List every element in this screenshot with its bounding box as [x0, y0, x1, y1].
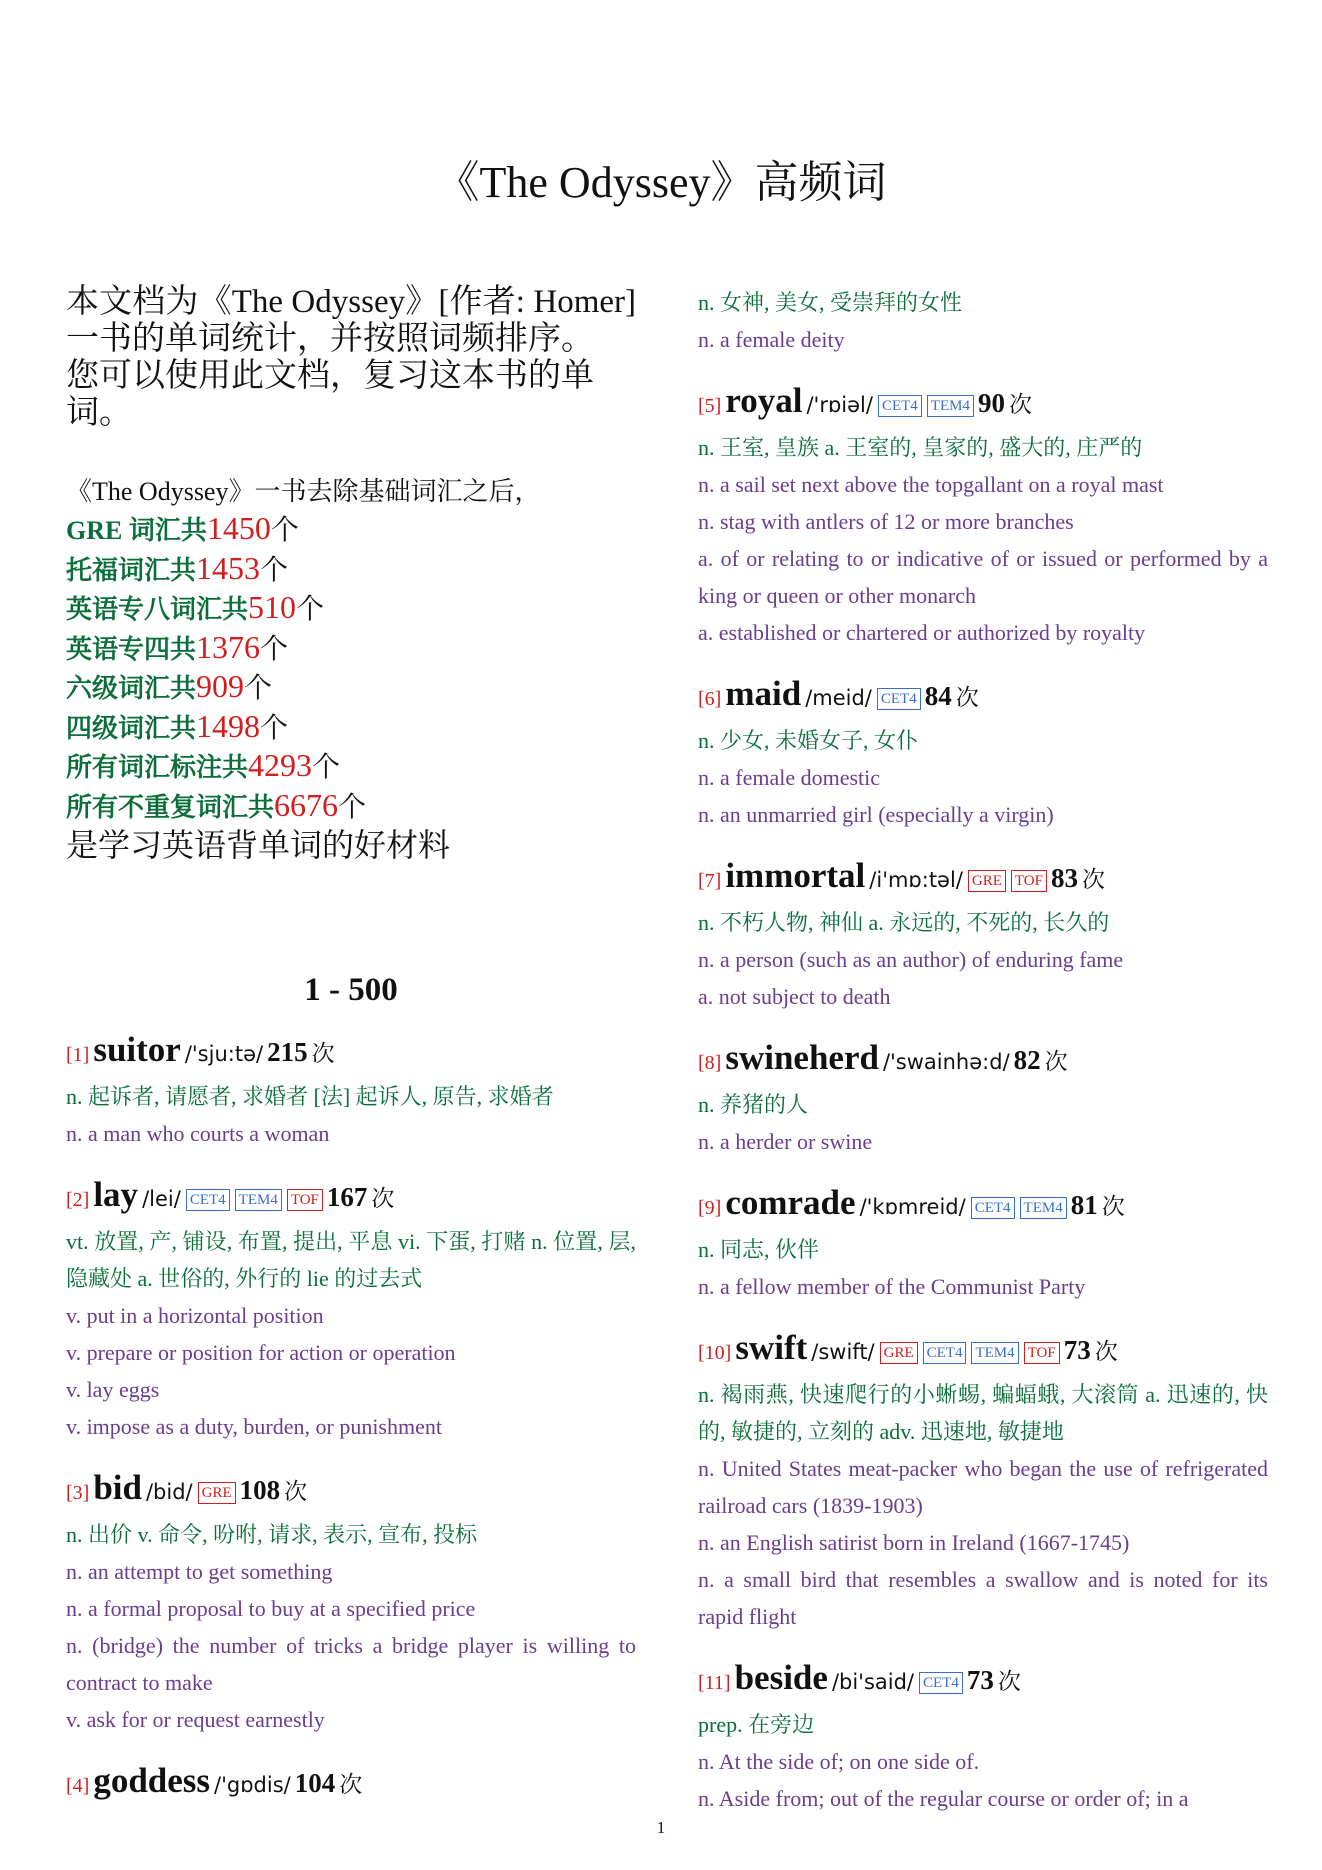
definition-chinese: n. 少女, 未婚女子, 女仆 — [698, 728, 919, 753]
definition-english: n. a herder or swine — [698, 1129, 873, 1154]
entry-phonetic: /bid/ — [145, 1480, 193, 1504]
entry-frequency: 82 — [1013, 1045, 1041, 1075]
word-entry — [698, 1182, 1268, 1305]
entry-phonetic: /'swainhə:d/ — [882, 1050, 1010, 1074]
stat-count: 1498 — [196, 707, 261, 744]
entry-head — [66, 1174, 636, 1223]
entry-word: immortal — [725, 856, 866, 895]
entry-frequency-unit: 次 — [997, 1669, 1021, 1694]
entry-frequency: 167 — [326, 1182, 368, 1212]
entry-index: [3] — [66, 1482, 90, 1504]
entry-frequency-unit: 次 — [311, 1041, 335, 1066]
entry-phonetic: /'gɒdis/ — [214, 1773, 291, 1797]
stat-label: GRE 词汇共 — [66, 516, 207, 545]
definition-chinese: n. 同志, 伙伴 — [698, 1237, 820, 1262]
exam-tag: GRE — [880, 1342, 918, 1364]
entry-phonetic: /lei/ — [142, 1187, 181, 1211]
stat-unit: 个 — [270, 515, 299, 546]
stats-list — [66, 510, 636, 826]
intro — [66, 284, 636, 432]
entry-index: [4] — [66, 1775, 90, 1797]
stat-label: 托福词汇共 — [66, 555, 197, 585]
entry-word: goddess — [93, 1761, 211, 1800]
stat-label: 四级词汇共 — [66, 713, 197, 743]
word-entry — [66, 1467, 636, 1738]
entry-index: [6] — [698, 688, 722, 710]
stat-unit: 个 — [260, 554, 289, 586]
entry-word: swineherd — [725, 1038, 879, 1077]
stat-count: 6676 — [274, 786, 339, 823]
exam-tag: TEM4 — [971, 1342, 1018, 1364]
word-entry — [66, 1174, 636, 1445]
entry-index: [7] — [698, 870, 722, 892]
stat-count: 909 — [196, 668, 245, 704]
definition-chinese: n. 女神, 美女, 受崇拜的女性 — [698, 290, 963, 315]
word-entry — [698, 1037, 1268, 1160]
exam-tag: TEM4 — [1020, 1197, 1067, 1219]
exam-tag: CET4 — [878, 395, 922, 417]
entry-phonetic: /bi'said/ — [831, 1670, 914, 1694]
stats-lead: 《The Odyssey》一书去除基础词汇之后， — [66, 477, 541, 506]
entry-phonetic: /'kɒmreid/ — [859, 1195, 966, 1219]
entry-word: suitor — [93, 1030, 181, 1069]
entry-frequency: 104 — [294, 1768, 336, 1798]
stat-line — [66, 747, 636, 787]
entry-frequency-unit: 次 — [1101, 1194, 1125, 1219]
definition-english: v. impose as a duty, burden, or punishment — [66, 1414, 442, 1439]
entry-word: swift — [735, 1328, 808, 1367]
definition-chinese: n. 起诉者, 请愿者, 求婚者 [法] 起诉人, 原告, 求婚者 — [66, 1084, 554, 1109]
entry-word: lay — [93, 1175, 139, 1214]
entry-frequency-unit: 次 — [1081, 867, 1105, 892]
definition-english: n. (bridge) the number of tricks a bridge player is willing to contract to make — [66, 1633, 636, 1695]
intro-paragraph-1: 本文档为《The Odyssey》[作者: Homer] 一书的单词统计，并按照词频排序。 — [66, 284, 636, 357]
entry-frequency: 84 — [924, 681, 952, 711]
entry-frequency-unit: 次 — [955, 685, 979, 710]
entries-left — [66, 1029, 636, 1809]
definition-english: n. Aside from; out of the regular course or order of; in a — [698, 1786, 1189, 1811]
definition-english: a. of or relating to or indicative of or issued or performed by a king or queen or other monarch — [698, 546, 1268, 608]
entry-phonetic: /i'mɒ:təl/ — [869, 868, 963, 892]
entry-frequency: 73 — [1063, 1335, 1091, 1365]
entry-index: [2] — [66, 1189, 90, 1211]
entry-frequency: 83 — [1050, 863, 1078, 893]
entry-head — [698, 1657, 1268, 1706]
exam-tag: TEM4 — [927, 395, 974, 417]
entry-frequency-unit: 次 — [1044, 1049, 1068, 1074]
intro-paragraph-2: 您可以使用此文档，复习这本书的单词。 — [66, 358, 594, 431]
word-entry — [698, 1657, 1268, 1817]
entry-head — [698, 1037, 1268, 1086]
entry-head — [698, 855, 1268, 904]
entry-frequency-unit: 次 — [1094, 1339, 1118, 1364]
entries-right — [698, 284, 1268, 1817]
stat-unit: 个 — [260, 712, 289, 744]
stat-line — [66, 629, 636, 669]
definition-english: v. lay eggs — [66, 1377, 160, 1402]
entry-frequency: 108 — [239, 1475, 281, 1505]
entry-word: bid — [93, 1468, 142, 1507]
exam-tag: TOF — [1024, 1342, 1060, 1364]
entry-head — [66, 1760, 636, 1809]
entry-phonetic: /'rɒiəl/ — [806, 393, 873, 417]
stat-unit: 个 — [260, 633, 289, 665]
word-entry — [698, 380, 1268, 651]
entry-frequency-unit: 次 — [371, 1186, 395, 1211]
definition-english: n. an attempt to get something — [66, 1559, 333, 1584]
definition-english: v. put in a horizontal position — [66, 1303, 324, 1328]
exam-tag: GRE — [968, 870, 1006, 892]
stat-count: 1376 — [196, 628, 261, 665]
definition-english: n. a sail set next above the topgallant on a royal mast — [698, 472, 1164, 497]
definition-english: n. United States meat-packer who began the use of refrigerated railroad cars (1839-1903) — [698, 1456, 1268, 1518]
stat-label: 所有不重复词汇共 — [66, 792, 275, 822]
entry-index: [10] — [698, 1342, 732, 1364]
exam-tag: CET4 — [186, 1189, 230, 1211]
entry-head — [698, 673, 1268, 722]
entry-index: [1] — [66, 1044, 90, 1066]
entry-index: [9] — [698, 1197, 722, 1219]
exam-tag: CET4 — [971, 1197, 1015, 1219]
definition-english: n. a small bird that resembles a swallow and is noted for its rapid flight — [698, 1567, 1268, 1629]
entry-word: royal — [725, 381, 803, 420]
stat-unit: 个 — [338, 791, 367, 823]
definition-english: n. a female deity — [698, 327, 845, 352]
word-entry — [698, 1327, 1268, 1635]
entry-word: comrade — [725, 1183, 856, 1222]
stat-line — [66, 668, 636, 708]
stat-unit: 个 — [244, 673, 273, 704]
stat-line — [66, 708, 636, 748]
exam-tag: TEM4 — [235, 1189, 282, 1211]
entry-word: beside — [734, 1658, 828, 1697]
definition-english: v. ask for or request earnestly — [66, 1707, 325, 1732]
definition-chinese: n. 养猪的人 — [698, 1092, 809, 1117]
entry-index: [5] — [698, 395, 722, 417]
stat-line — [66, 589, 636, 629]
stat-label: 六级词汇共 — [66, 674, 197, 703]
exam-tag: GRE — [198, 1482, 236, 1504]
definition-chinese: vt. 放置, 产, 铺设, 布置, 提出, 平息 vi. 下蛋, 打赌 n. 位置, 层, 隐藏处 a. 世俗的, 外行的 lie 的过去式 — [66, 1229, 636, 1291]
definition-chinese: prep. 在旁边 — [698, 1712, 815, 1737]
definition-english: v. prepare or position for action or operation — [66, 1340, 456, 1365]
word-entry — [698, 855, 1268, 1015]
definition-english: n. a person (such as an author) of enduring fame — [698, 947, 1124, 972]
definition-english: n. a fellow member of the Communist Party — [698, 1274, 1086, 1299]
page-number: 1 — [656, 1818, 666, 1837]
right-column — [698, 284, 1268, 1839]
entry-head — [698, 380, 1268, 429]
definition-english: a. established or chartered or authorized by royalty — [698, 620, 1146, 645]
stat-line — [66, 550, 636, 590]
word-entry — [66, 1029, 636, 1152]
definition-english: n. an unmarried girl (especially a virgin) — [698, 802, 1054, 827]
stat-unit: 个 — [296, 594, 325, 625]
entry-frequency: 73 — [966, 1665, 994, 1695]
definition-english: n. a female domestic — [698, 765, 881, 790]
definition-chinese: n. 不朽人物, 神仙 a. 永远的, 不死的, 长久的 — [698, 910, 1110, 935]
entry-phonetic: /swift/ — [811, 1340, 875, 1364]
stat-label: 所有词汇标注共 — [66, 753, 249, 782]
word-entry — [698, 284, 1268, 358]
definition-english: n. an English satirist born in Ireland (1667-1745) — [698, 1530, 1130, 1555]
entry-head — [698, 1327, 1268, 1376]
entry-index: [8] — [698, 1052, 722, 1074]
definition-english: a. not subject to death — [698, 984, 891, 1009]
entry-frequency-unit: 次 — [1008, 392, 1032, 417]
definition-english: n. a formal proposal to buy at a specified price — [66, 1596, 476, 1621]
exam-tag: CET4 — [923, 1342, 967, 1364]
entry-frequency-unit: 次 — [284, 1479, 308, 1504]
page-title: 《The Odyssey》高频词 — [435, 158, 887, 207]
stat-count: 1453 — [196, 549, 261, 586]
exam-tag: TOF — [1011, 870, 1047, 892]
word-entry — [698, 673, 1268, 833]
entry-phonetic: /meid/ — [805, 686, 872, 710]
stat-count: 4293 — [248, 747, 313, 783]
stats-block — [66, 474, 636, 864]
entry-phonetic: /'sju:tə/ — [184, 1042, 264, 1066]
definition-chinese: n. 出价 v. 命令, 吩咐, 请求, 表示, 宣布, 投标 — [66, 1522, 478, 1547]
exam-tag: TOF — [287, 1189, 323, 1211]
definition-english: n. At the side of; on one side of. — [698, 1749, 980, 1774]
exam-tag: CET4 — [877, 688, 921, 710]
entry-index: [11] — [698, 1672, 731, 1694]
entry-frequency: 90 — [977, 388, 1005, 418]
range-heading: 1 - 500 — [304, 972, 398, 1008]
entry-frequency-unit: 次 — [339, 1772, 363, 1797]
stat-line — [66, 510, 636, 550]
entry-head — [698, 1182, 1268, 1231]
entry-frequency: 81 — [1070, 1190, 1098, 1220]
left-column — [66, 284, 636, 1831]
exam-tag: CET4 — [919, 1672, 963, 1694]
definition-english: n. stag with antlers of 12 or more branches — [698, 509, 1074, 534]
definition-chinese: n. 王室, 皇族 a. 王室的, 皇家的, 盛大的, 庄严的 — [698, 435, 1143, 460]
stat-line — [66, 787, 636, 827]
stat-label: 英语专八词汇共 — [66, 595, 249, 624]
definition-english: n. a man who courts a woman — [66, 1121, 330, 1146]
entry-frequency: 215 — [267, 1037, 308, 1067]
word-entry — [66, 1760, 636, 1809]
stat-count: 510 — [248, 589, 297, 625]
stat-unit: 个 — [312, 752, 341, 783]
stat-count: 1450 — [206, 510, 271, 546]
stats-closing: 是学习英语背单词的好材料 — [66, 827, 451, 863]
entry-head — [66, 1029, 636, 1078]
entry-word: maid — [725, 674, 802, 713]
stat-label: 英语专四共 — [66, 634, 197, 664]
entry-head — [66, 1467, 636, 1516]
definition-chinese: n. 褐雨燕, 快速爬行的小蜥蜴, 蝙蝠蛾, 大滚筒 a. 迅速的, 快的, 敏捷的, 立刻的 adv. 迅速地, 敏捷地 — [698, 1382, 1268, 1444]
